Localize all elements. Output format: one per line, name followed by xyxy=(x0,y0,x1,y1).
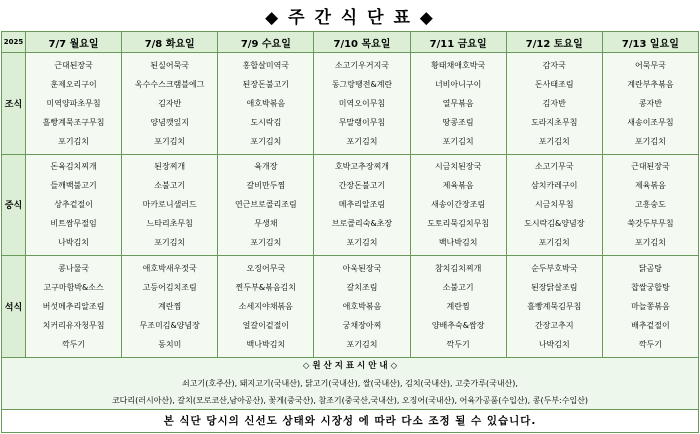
menu-cell xyxy=(410,154,506,256)
meal-row xyxy=(2,154,699,256)
origin-title: ◇ 원 산 지 표 시 안 내 ◇ xyxy=(302,361,398,371)
menu-item: 새송이간장조림 xyxy=(431,200,486,210)
menu-item: 치커리유자청무침 xyxy=(42,321,105,331)
menu-cell xyxy=(506,154,602,256)
menu-item: 감자국 xyxy=(542,60,566,70)
menu-item: 미역오이무침 xyxy=(338,98,386,108)
menu-item: 도토리묵김치무침 xyxy=(427,219,490,229)
menu-item: 시금치된장국 xyxy=(434,162,482,172)
menu-item: 육개장 xyxy=(254,162,278,172)
menu-item: 김자반 xyxy=(542,98,566,108)
menu-item: 깍두기 xyxy=(61,340,86,350)
meal-row xyxy=(2,256,699,358)
menu-table xyxy=(1,31,699,433)
day-header: 7/13 일요일 xyxy=(602,32,698,53)
menu-item: 포기김치 xyxy=(538,238,570,248)
menu-item: 순두부호박국 xyxy=(531,264,578,274)
notice-text: 본 식단 당시의 신선도 상태와 시장성 에 따라 다소 조정 될 수 있습니다. xyxy=(2,410,699,433)
menu-item: 포기김치 xyxy=(250,238,282,248)
menu-item: 동치미 xyxy=(158,340,182,350)
day-header: 7/11 금요일 xyxy=(410,32,506,53)
menu-item: 제육볶음 xyxy=(442,181,474,191)
menu-item: 포기김치 xyxy=(154,238,186,248)
menu-item: 닭곰탕 xyxy=(638,264,663,274)
meal-row xyxy=(2,53,699,155)
menu-item: 계란찜 xyxy=(446,302,470,312)
origin-row xyxy=(2,358,699,410)
menu-item: 홍합살미역국 xyxy=(242,60,290,70)
notice-row xyxy=(2,410,699,433)
menu-item: 삼치카레구이 xyxy=(531,181,578,191)
menu-item: 연근브로콜리조림 xyxy=(234,200,297,210)
menu-item: 시금치무침 xyxy=(534,200,574,210)
page-title: ◆ 주 간 식 단 표 ◆ xyxy=(265,7,435,28)
menu-cell xyxy=(26,256,122,358)
menu-item: 포기김치 xyxy=(346,238,378,248)
menu-item: 간장돈불고기 xyxy=(338,181,386,191)
menu-item: 소고기무국 xyxy=(534,162,574,172)
menu-cell xyxy=(314,154,410,256)
origin-info xyxy=(2,358,699,410)
menu-item: 배추겉절이 xyxy=(631,321,670,331)
menu-item: 들깨백불고기 xyxy=(50,181,97,191)
header-row xyxy=(2,32,699,53)
menu-item: 동그랑땡전&계란 xyxy=(331,79,393,89)
menu-item: 계란부추볶음 xyxy=(627,79,674,89)
menu-item: 황태채애호박국 xyxy=(431,60,486,70)
menu-item: 된장찌개 xyxy=(154,162,186,172)
menu-item: 갈치조림 xyxy=(346,283,378,293)
menu-item: 참치김치찌개 xyxy=(434,264,482,274)
day-header: 7/12 토요일 xyxy=(506,32,602,53)
menu-cell xyxy=(122,154,218,256)
menu-item: 콩나물국 xyxy=(58,264,90,274)
menu-item: 소고기우거지국 xyxy=(334,60,390,70)
menu-item: 깍두기 xyxy=(638,340,663,350)
menu-cell xyxy=(602,53,698,155)
menu-item: 상추겉절이 xyxy=(54,200,93,210)
menu-item: 돈육김치찌개 xyxy=(50,162,97,172)
menu-item: 포기김치 xyxy=(442,136,474,146)
menu-item: 나박김치 xyxy=(58,238,90,248)
menu-cell xyxy=(218,256,314,358)
menu-item: 된실어묵국 xyxy=(150,60,190,70)
menu-item: 훈제오리구이 xyxy=(50,79,97,89)
menu-item: 근대된장국 xyxy=(54,60,93,70)
menu-item: 어묵무국 xyxy=(634,60,666,70)
menu-item: 흘빵계묵조구무침 xyxy=(42,117,105,127)
menu-item: 땅콩조림 xyxy=(442,117,474,127)
menu-cell xyxy=(26,53,122,155)
menu-item: 흘빵계묵김무침 xyxy=(527,302,582,312)
menu-item: 얼갈이겉절이 xyxy=(242,321,290,331)
menu-item: 찹쌀궁합탕 xyxy=(631,283,670,293)
menu-cell xyxy=(506,256,602,358)
menu-item: 포기김치 xyxy=(346,340,378,350)
menu-item: 고등어김치조림 xyxy=(142,283,197,293)
menu-item: 포기김치 xyxy=(154,136,186,146)
menu-item: 포기김치 xyxy=(538,136,570,146)
day-header: 7/7 월요일 xyxy=(26,32,122,53)
menu-item: 갈비만두찜 xyxy=(246,181,286,191)
menu-cell xyxy=(602,256,698,358)
menu-item: 계란찜 xyxy=(158,302,182,312)
menu-item: 미역양파초무침 xyxy=(46,98,101,108)
menu-item: 된장돈불고기 xyxy=(242,79,290,89)
menu-cell xyxy=(410,256,506,358)
menu-item: 소불고기 xyxy=(154,181,186,191)
menu-item: 도시락김&양념장 xyxy=(524,219,585,229)
menu-item: 도시락김 xyxy=(250,117,282,127)
menu-item: 된장닭살조림 xyxy=(531,283,578,293)
menu-item: 소불고기 xyxy=(442,283,474,293)
menu-item: 찐두부&볶음김치 xyxy=(235,283,297,293)
menu-item: 깍두기 xyxy=(446,340,470,350)
meal-label: 중식 xyxy=(2,154,26,256)
menu-item: 궁채장아찌 xyxy=(342,321,382,331)
menu-item: 애호박새우젓국 xyxy=(142,264,197,274)
menu-item: 포기김치 xyxy=(634,238,666,248)
menu-item: 백나박김치 xyxy=(438,238,478,248)
menu-item: 고구마함박&소스 xyxy=(43,283,104,293)
menu-cell xyxy=(218,154,314,256)
meal-label: 조식 xyxy=(2,53,26,155)
menu-item: 비트쌈무절임 xyxy=(50,219,97,229)
origin-line: 코다리(러시아산), 갈치(모로코산,남아공산), 꽃게(중국산), 참조기(중국산,국내산), 오징어(국내산), 어육가공품(수입산), 콩(두부:수입산) xyxy=(111,396,589,405)
menu-item: 마늘쫑볶음 xyxy=(631,302,670,312)
menu-item: 옥수수스크램블에그 xyxy=(134,79,205,89)
menu-cell xyxy=(602,154,698,256)
menu-item: 마카로니샐러드 xyxy=(142,200,197,210)
day-header: 7/8 화요일 xyxy=(122,32,218,53)
menu-item: 양념깻잎지 xyxy=(150,117,190,127)
menu-item: 오징어무국 xyxy=(246,264,286,274)
menu-cell xyxy=(26,154,122,256)
meal-label: 석식 xyxy=(2,256,26,358)
menu-item: 포기김치 xyxy=(250,136,282,146)
menu-item: 백나박김치 xyxy=(246,340,286,350)
menu-item: 김자반 xyxy=(158,98,182,108)
menu-item: 브로콜리숙&초장 xyxy=(331,219,393,229)
origin-line: 쇠고기(호주산), 돼지고기(국내산), 닭고기(국내산), 쌀(국내산), 김치(국내산), 고춧가루(국내산), xyxy=(182,379,518,388)
menu-item: 나박김치 xyxy=(538,340,570,350)
menu-item: 새송이조무침 xyxy=(627,117,674,127)
menu-item: 열무볶음 xyxy=(442,98,474,108)
menu-item: 쑥갓두부무침 xyxy=(627,219,674,229)
menu-item: 무조미김&양념장 xyxy=(139,321,200,331)
menu-cell xyxy=(218,53,314,155)
menu-item: 돈사태조림 xyxy=(534,79,574,89)
menu-item: 콩자반 xyxy=(638,98,663,108)
menu-item: 소세지야채볶음 xyxy=(238,302,293,312)
menu-item: 포기김치 xyxy=(346,136,378,146)
menu-item: 간장고추지 xyxy=(534,321,574,331)
menu-cell xyxy=(506,53,602,155)
menu-item: 도라지초무침 xyxy=(531,117,578,127)
menu-item: 포기김치 xyxy=(634,136,666,146)
menu-item: 너비아니구이 xyxy=(434,79,482,89)
menu-cell xyxy=(410,53,506,155)
menu-item: 메추리알조림 xyxy=(338,200,386,210)
menu-item: 고흥숭도 xyxy=(634,200,666,210)
menu-item: 아욱된장국 xyxy=(342,264,382,274)
meal-body xyxy=(2,53,699,358)
menu-item: 포기김치 xyxy=(58,136,90,146)
menu-item: 느타리초무침 xyxy=(146,219,193,229)
menu-item: 애호박볶음 xyxy=(342,302,382,312)
year-cell: 2025 xyxy=(2,32,26,53)
menu-cell xyxy=(314,53,410,155)
menu-item: 무말랭이무침 xyxy=(338,117,386,127)
menu-item: 양배추숙&쌈장 xyxy=(431,321,485,331)
menu-cell xyxy=(314,256,410,358)
menu-item: 제육볶음 xyxy=(634,181,666,191)
menu-item: 버섯메추리알조림 xyxy=(42,302,105,312)
menu-cell xyxy=(122,256,218,358)
menu-item: 애호박볶음 xyxy=(246,98,286,108)
day-header: 7/10 목요일 xyxy=(314,32,410,53)
menu-cell xyxy=(122,53,218,155)
day-header: 7/9 수요일 xyxy=(218,32,314,53)
menu-item: 호박고추장찌개 xyxy=(334,162,390,172)
menu-item: 무생채 xyxy=(254,219,278,229)
menu-item: 근대된장국 xyxy=(631,162,670,172)
